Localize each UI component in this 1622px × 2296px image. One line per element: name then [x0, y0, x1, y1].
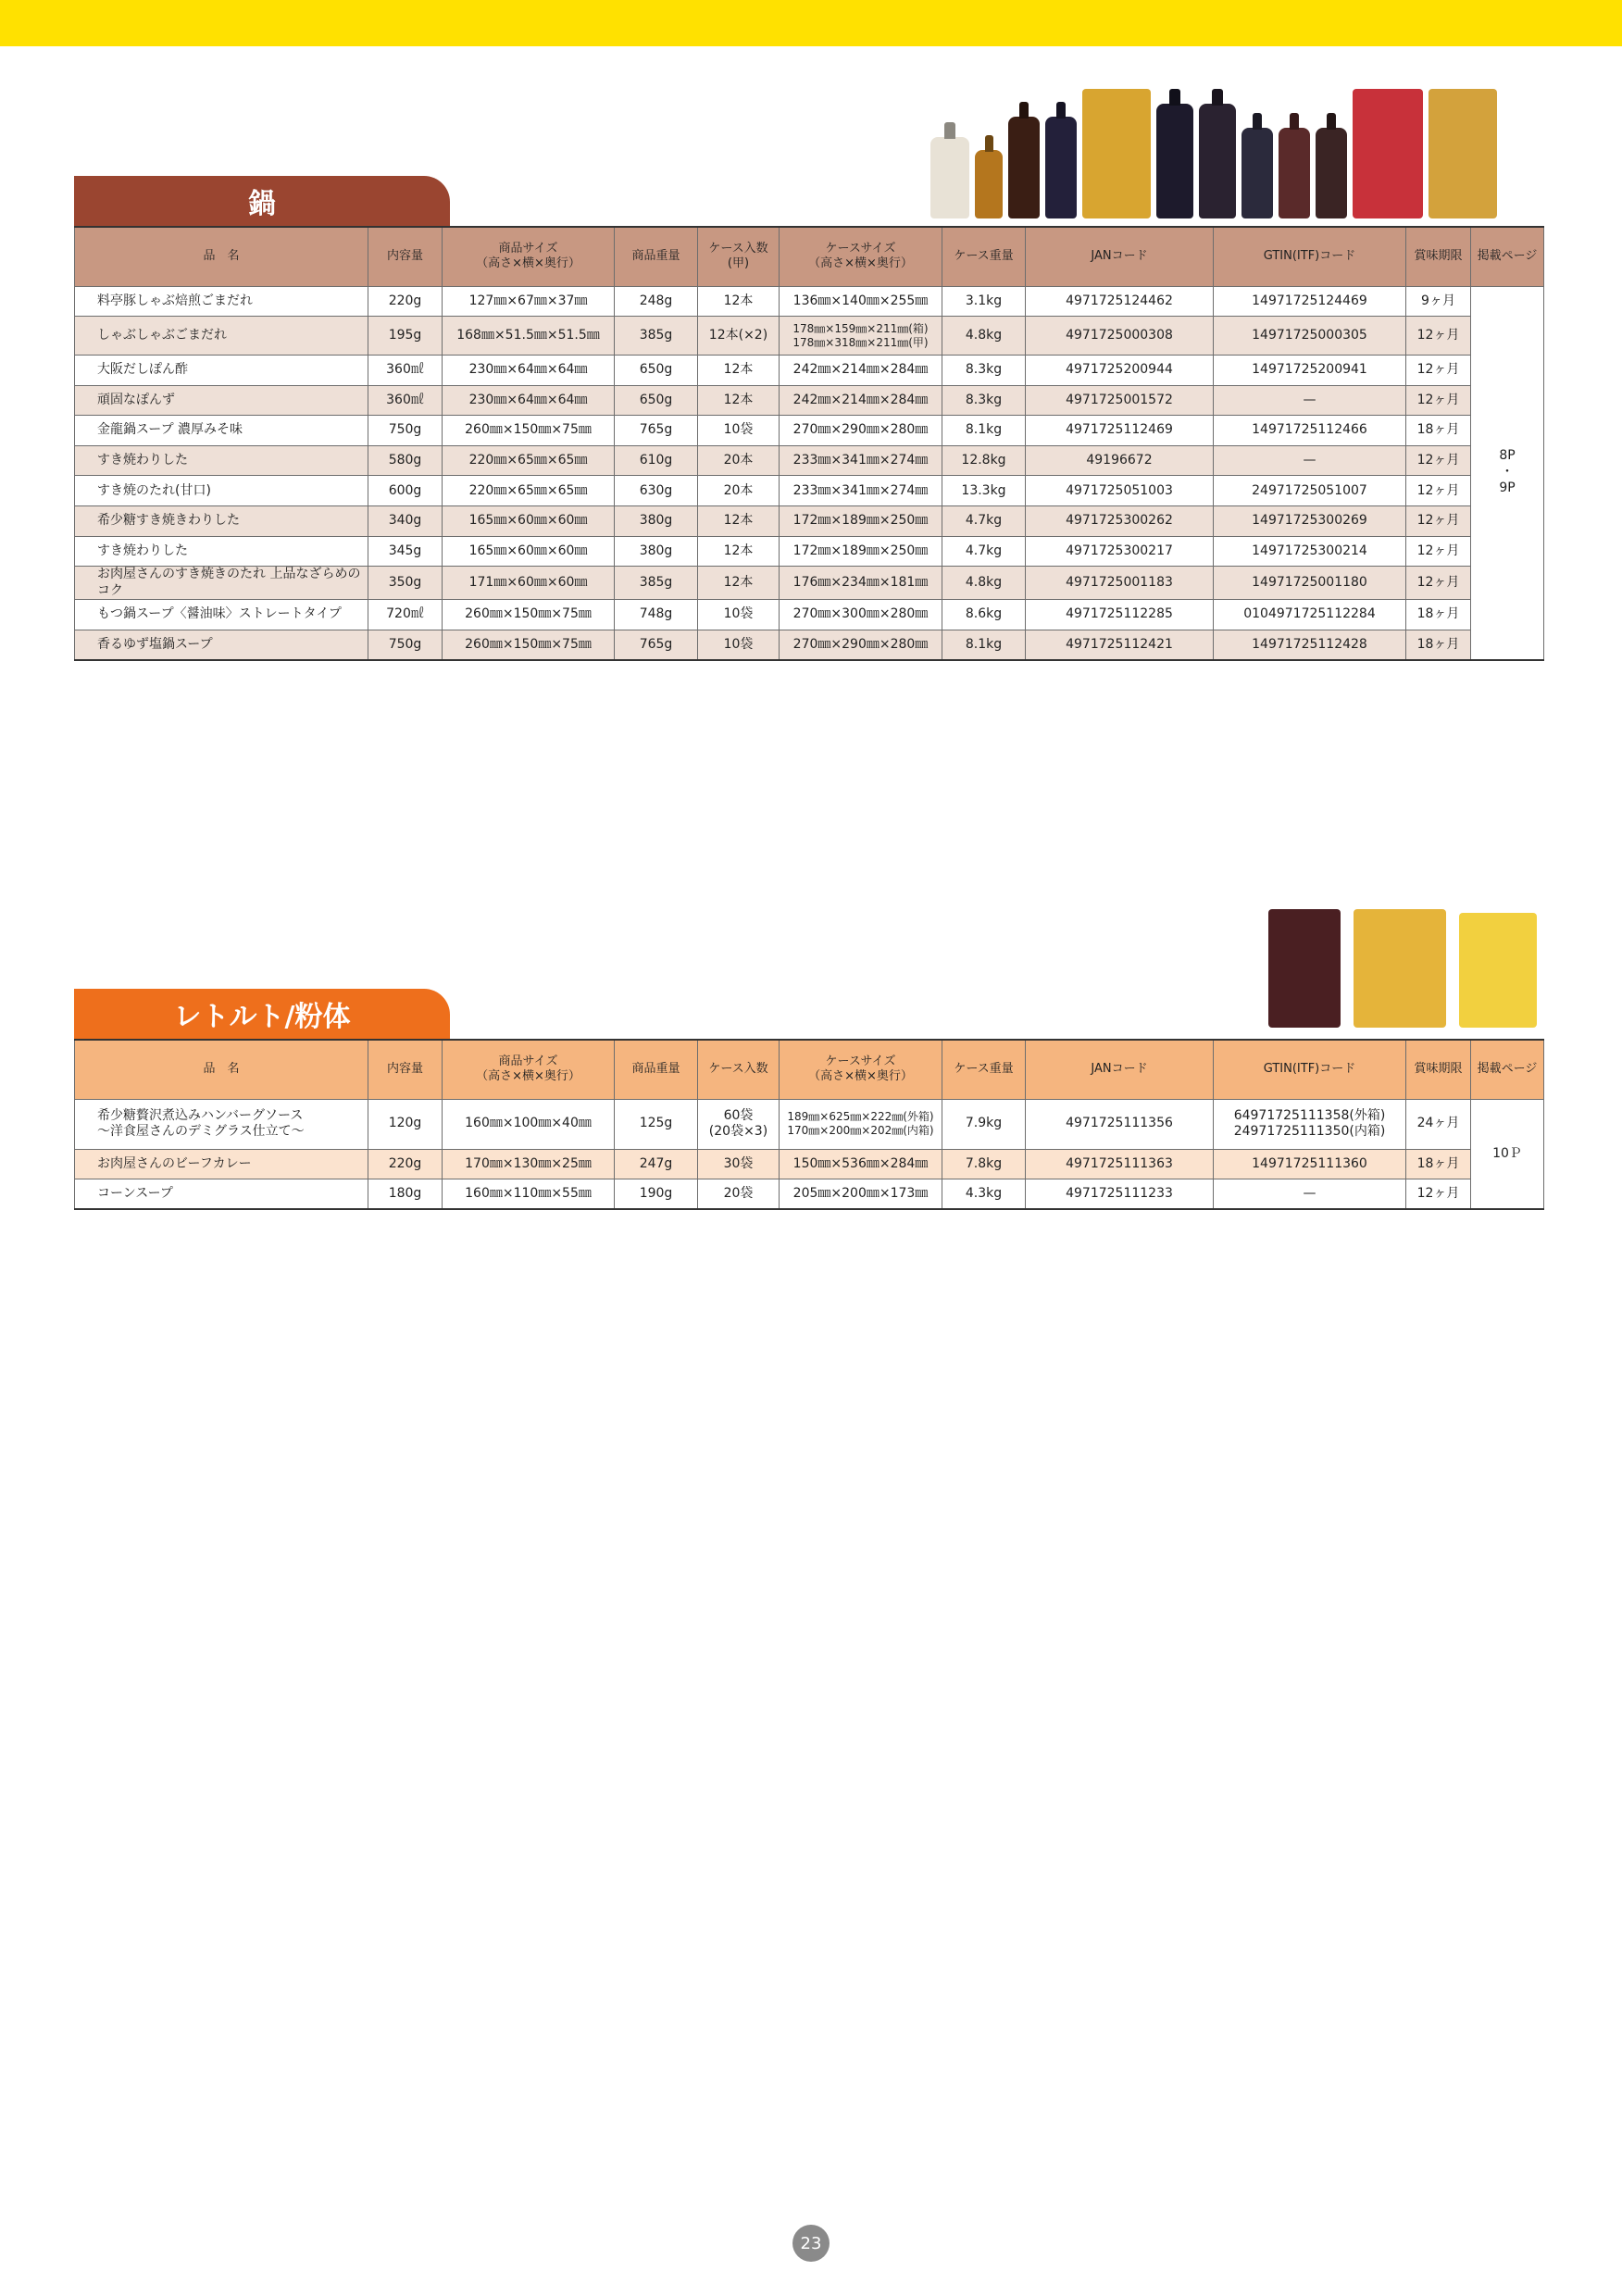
- cell-gtin: 24971725051007: [1214, 476, 1406, 506]
- cell-case-size: 150㎜×536㎜×284㎜: [780, 1149, 942, 1179]
- cell-shelf: 12ヶ月: [1406, 567, 1471, 600]
- cell-name: 希少糖すき焼きわりした: [75, 506, 368, 537]
- cell-name: 希少糖贅沢煮込みハンバーグソース ～洋食屋さんのデミグラス仕立て～: [75, 1099, 368, 1149]
- cell-name: すき焼わりした: [75, 536, 368, 567]
- header-jan: JANコード: [1026, 227, 1214, 286]
- cell-name: 香るゆず塩鍋スープ: [75, 630, 368, 660]
- cell-shelf: 12ヶ月: [1406, 385, 1471, 416]
- cell-name: すき焼のたれ(甘口): [75, 476, 368, 506]
- cell-jan: 4971725300262: [1026, 506, 1214, 537]
- cell-shelf: 12ヶ月: [1406, 536, 1471, 567]
- cell-gtin: —: [1214, 1179, 1406, 1210]
- section-header: [74, 987, 1543, 1039]
- cell-case-size: 242㎜×214㎜×284㎜: [780, 356, 942, 386]
- header-size: 商品サイズ （高さ×横×奥行）: [443, 1040, 615, 1099]
- cell-qty: 10袋: [698, 630, 780, 660]
- cell-name: 金龍鍋スープ 濃厚みそ味: [75, 416, 368, 446]
- header-content: 内容量: [368, 227, 443, 286]
- cell-qty: 12本: [698, 506, 780, 537]
- cell-qty: 12本: [698, 536, 780, 567]
- cell-gtin: —: [1214, 385, 1406, 416]
- cell-size: 160㎜×110㎜×55㎜: [443, 1179, 615, 1210]
- cell-case-weight: 7.8kg: [942, 1149, 1026, 1179]
- cell-gtin: 14971725200941: [1214, 356, 1406, 386]
- cell-content: 120g: [368, 1099, 443, 1149]
- cell-case-size: 176㎜×234㎜×181㎜: [780, 567, 942, 600]
- cell-case-weight: 4.3kg: [942, 1179, 1026, 1210]
- cell-content: 350g: [368, 567, 443, 600]
- header-name: 品 名: [75, 1040, 368, 1099]
- cell-gtin: 0104971725112284: [1214, 600, 1406, 630]
- section-title: 鍋: [248, 188, 276, 220]
- cell-jan: 4971725112469: [1026, 416, 1214, 446]
- cell-content: 720㎖: [368, 600, 443, 630]
- table-row: [75, 1179, 1544, 1210]
- cell-shelf: 12ヶ月: [1406, 506, 1471, 537]
- table-row: [75, 286, 1544, 317]
- cell-gtin: 14971725000305: [1214, 317, 1406, 356]
- cell-case-size: 189㎜×625㎜×222㎜(外箱) 170㎜×200㎜×202㎜(内箱): [780, 1099, 942, 1149]
- header-shelf: 賞味期限: [1406, 1040, 1471, 1099]
- table-row: [75, 1099, 1544, 1149]
- cell-shelf: 24ヶ月: [1406, 1099, 1471, 1149]
- table-row: [75, 356, 1544, 386]
- cell-gtin: 14971725124469: [1214, 286, 1406, 317]
- cell-weight: 650g: [615, 385, 698, 416]
- section-title: レトルト/粉体: [173, 1001, 351, 1033]
- cell-case-size: 205㎜×200㎜×173㎜: [780, 1179, 942, 1210]
- table-row: [75, 416, 1544, 446]
- table-header-row: [75, 1040, 1544, 1099]
- cell-gtin: 14971725300214: [1214, 536, 1406, 567]
- cell-qty: 10袋: [698, 600, 780, 630]
- cell-weight: 380g: [615, 506, 698, 537]
- table-row: [75, 317, 1544, 356]
- cell-content: 600g: [368, 476, 443, 506]
- cell-gtin: 14971725300269: [1214, 506, 1406, 537]
- cell-size: 260㎜×150㎜×75㎜: [443, 600, 615, 630]
- cell-content: 220g: [368, 1149, 443, 1179]
- table-row: [75, 445, 1544, 476]
- cell-content: 180g: [368, 1179, 443, 1210]
- cell-size: 220㎜×65㎜×65㎜: [443, 476, 615, 506]
- cell-case-weight: 7.9kg: [942, 1099, 1026, 1149]
- cell-weight: 125g: [615, 1099, 698, 1149]
- header-page: 掲載ページ: [1471, 1040, 1544, 1099]
- section-title-tab: [74, 176, 450, 226]
- cell-qty: 30袋: [698, 1149, 780, 1179]
- cell-content: 220g: [368, 286, 443, 317]
- cell-name: 頑固なぽんず: [75, 385, 368, 416]
- cell-gtin: 14971725112466: [1214, 416, 1406, 446]
- cell-content: 360㎖: [368, 356, 443, 386]
- cell-content: 580g: [368, 445, 443, 476]
- cell-case-weight: 12.8kg: [942, 445, 1026, 476]
- cell-qty: 12本: [698, 385, 780, 416]
- cell-shelf: 18ヶ月: [1406, 600, 1471, 630]
- cell-gtin: 64971725111358(外箱) 24971725111350(内箱): [1214, 1099, 1406, 1149]
- cell-case-weight: 4.8kg: [942, 317, 1026, 356]
- cell-jan: 4971725200944: [1026, 356, 1214, 386]
- cell-shelf: 12ヶ月: [1406, 445, 1471, 476]
- cell-size: 170㎜×130㎜×25㎜: [443, 1149, 615, 1179]
- header-case-weight: ケース重量: [942, 1040, 1026, 1099]
- cell-weight: 630g: [615, 476, 698, 506]
- cell-shelf: 12ヶ月: [1406, 356, 1471, 386]
- cell-name: 大阪だしぽん酢: [75, 356, 368, 386]
- cell-size: 160㎜×100㎜×40㎜: [443, 1099, 615, 1149]
- cell-shelf: 18ヶ月: [1406, 1149, 1471, 1179]
- cell-weight: 247g: [615, 1149, 698, 1179]
- cell-case-weight: 13.3kg: [942, 476, 1026, 506]
- top-yellow-bar: [0, 0, 1622, 46]
- cell-case-weight: 4.8kg: [942, 567, 1026, 600]
- cell-content: 345g: [368, 536, 443, 567]
- cell-weight: 765g: [615, 416, 698, 446]
- cell-jan: 4971725111233: [1026, 1179, 1214, 1210]
- cell-size: 171㎜×60㎜×60㎜: [443, 567, 615, 600]
- header-shelf: 賞味期限: [1406, 227, 1471, 286]
- header-case-size: ケースサイズ （高さ×横×奥行）: [780, 227, 942, 286]
- cell-shelf: 18ヶ月: [1406, 416, 1471, 446]
- retort-section: [74, 987, 1543, 1210]
- cell-weight: 385g: [615, 567, 698, 600]
- cell-size: 127㎜×67㎜×37㎜: [443, 286, 615, 317]
- cell-case-size: 242㎜×214㎜×284㎜: [780, 385, 942, 416]
- cell-qty: 12本: [698, 567, 780, 600]
- cell-name: すき焼わりした: [75, 445, 368, 476]
- retort-spec-table: [74, 1039, 1544, 1210]
- cell-qty: 20本: [698, 445, 780, 476]
- cell-shelf: 12ヶ月: [1406, 317, 1471, 356]
- cell-gtin: 14971725001180: [1214, 567, 1406, 600]
- cell-name: もつ鍋スープ〈醤油味〉ストレートタイプ: [75, 600, 368, 630]
- cell-shelf: 18ヶ月: [1406, 630, 1471, 660]
- cell-weight: 650g: [615, 356, 698, 386]
- cell-name: 料亭豚しゃぶ焙煎ごまだれ: [75, 286, 368, 317]
- table-row: [75, 1149, 1544, 1179]
- nabe-spec-table: [74, 226, 1544, 661]
- cell-weight: 190g: [615, 1179, 698, 1210]
- page-number: 23: [792, 2225, 830, 2262]
- cell-case-size: 233㎜×341㎜×274㎜: [780, 445, 942, 476]
- cell-jan: 4971725300217: [1026, 536, 1214, 567]
- cell-shelf: 12ヶ月: [1406, 476, 1471, 506]
- cell-jan: 4971725001183: [1026, 567, 1214, 600]
- table-header-row: [75, 227, 1544, 286]
- cell-jan: 49196672: [1026, 445, 1214, 476]
- cell-qty: 12本: [698, 356, 780, 386]
- cell-size: 230㎜×64㎜×64㎜: [443, 356, 615, 386]
- cell-size: 220㎜×65㎜×65㎜: [443, 445, 615, 476]
- cell-name: コーンスープ: [75, 1179, 368, 1210]
- cell-case-size: 270㎜×290㎜×280㎜: [780, 416, 942, 446]
- cell-weight: 380g: [615, 536, 698, 567]
- cell-jan: 4971725001572: [1026, 385, 1214, 416]
- cell-gtin: —: [1214, 445, 1406, 476]
- cell-jan: 4971725051003: [1026, 476, 1214, 506]
- header-gtin: GTIN(ITF)コード: [1214, 1040, 1406, 1099]
- header-size: 商品サイズ （高さ×横×奥行）: [443, 227, 615, 286]
- cell-case-size: 136㎜×140㎜×255㎜: [780, 286, 942, 317]
- header-jan: JANコード: [1026, 1040, 1214, 1099]
- cell-qty: 12本(×2): [698, 317, 780, 356]
- table-row: [75, 385, 1544, 416]
- cell-jan: 4971725112421: [1026, 630, 1214, 660]
- cell-qty: 12本: [698, 286, 780, 317]
- cell-gtin: 14971725111360: [1214, 1149, 1406, 1179]
- cell-shelf: 9ヶ月: [1406, 286, 1471, 317]
- cell-content: 750g: [368, 416, 443, 446]
- header-page: 掲載ページ: [1471, 227, 1544, 286]
- section-header: [74, 174, 1543, 226]
- cell-weight: 385g: [615, 317, 698, 356]
- cell-size: 230㎜×64㎜×64㎜: [443, 385, 615, 416]
- cell-case-size: 270㎜×300㎜×280㎜: [780, 600, 942, 630]
- cell-case-size: 172㎜×189㎜×250㎜: [780, 506, 942, 537]
- cell-case-weight: 8.1kg: [942, 630, 1026, 660]
- cell-case-size: 233㎜×341㎜×274㎜: [780, 476, 942, 506]
- cell-weight: 248g: [615, 286, 698, 317]
- header-case-qty: ケース入数: [698, 1040, 780, 1099]
- cell-case-weight: 8.3kg: [942, 385, 1026, 416]
- cell-qty: 20袋: [698, 1179, 780, 1210]
- header-case-size: ケースサイズ （高さ×横×奥行）: [780, 1040, 942, 1099]
- cell-size: 260㎜×150㎜×75㎜: [443, 416, 615, 446]
- cell-name: しゃぶしゃぶごまだれ: [75, 317, 368, 356]
- table-row: [75, 630, 1544, 660]
- header-case-weight: ケース重量: [942, 227, 1026, 286]
- nabe-section: [74, 174, 1543, 661]
- cell-qty: 20本: [698, 476, 780, 506]
- cell-shelf: 12ヶ月: [1406, 1179, 1471, 1210]
- section-title-tab: [74, 989, 450, 1039]
- cell-size: 165㎜×60㎜×60㎜: [443, 506, 615, 537]
- cell-name: お肉屋さんのビーフカレー: [75, 1149, 368, 1179]
- header-gtin: GTIN(ITF)コード: [1214, 227, 1406, 286]
- table-row: [75, 476, 1544, 506]
- table-row: [75, 567, 1544, 600]
- cell-page-ref: 10Ｐ: [1471, 1099, 1544, 1209]
- cell-jan: 4971725111363: [1026, 1149, 1214, 1179]
- cell-size: 168㎜×51.5㎜×51.5㎜: [443, 317, 615, 356]
- cell-case-weight: 8.6kg: [942, 600, 1026, 630]
- cell-size: 165㎜×60㎜×60㎜: [443, 536, 615, 567]
- cell-qty: 60袋 (20袋×3): [698, 1099, 780, 1149]
- cell-weight: 748g: [615, 600, 698, 630]
- cell-case-weight: 4.7kg: [942, 506, 1026, 537]
- cell-jan: 4971725111356: [1026, 1099, 1214, 1149]
- cell-page-ref: 8P ・ 9P: [1471, 286, 1544, 660]
- header-content: 内容量: [368, 1040, 443, 1099]
- cell-content: 360㎖: [368, 385, 443, 416]
- table-row: [75, 536, 1544, 567]
- cell-case-weight: 3.1kg: [942, 286, 1026, 317]
- cell-qty: 10袋: [698, 416, 780, 446]
- header-name: 品 名: [75, 227, 368, 286]
- cell-case-weight: 4.7kg: [942, 536, 1026, 567]
- header-weight: 商品重量: [615, 1040, 698, 1099]
- cell-weight: 610g: [615, 445, 698, 476]
- cell-size: 260㎜×150㎜×75㎜: [443, 630, 615, 660]
- cell-content: 340g: [368, 506, 443, 537]
- header-weight: 商品重量: [615, 227, 698, 286]
- cell-case-size: 178㎜×159㎜×211㎜(箱) 178㎜×318㎜×211㎜(甲): [780, 317, 942, 356]
- header-case-qty: ケース入数(甲): [698, 227, 780, 286]
- cell-content: 195g: [368, 317, 443, 356]
- cell-weight: 765g: [615, 630, 698, 660]
- cell-case-weight: 8.1kg: [942, 416, 1026, 446]
- table-row: [75, 600, 1544, 630]
- cell-case-size: 172㎜×189㎜×250㎜: [780, 536, 942, 567]
- table-row: [75, 506, 1544, 537]
- cell-content: 750g: [368, 630, 443, 660]
- cell-name: お肉屋さんのすき焼きのたれ 上品なざらめのコク: [75, 567, 368, 600]
- cell-jan: 4971725000308: [1026, 317, 1214, 356]
- cell-jan: 4971725124462: [1026, 286, 1214, 317]
- cell-jan: 4971725112285: [1026, 600, 1214, 630]
- cell-case-size: 270㎜×290㎜×280㎜: [780, 630, 942, 660]
- cell-gtin: 14971725112428: [1214, 630, 1406, 660]
- cell-case-weight: 8.3kg: [942, 356, 1026, 386]
